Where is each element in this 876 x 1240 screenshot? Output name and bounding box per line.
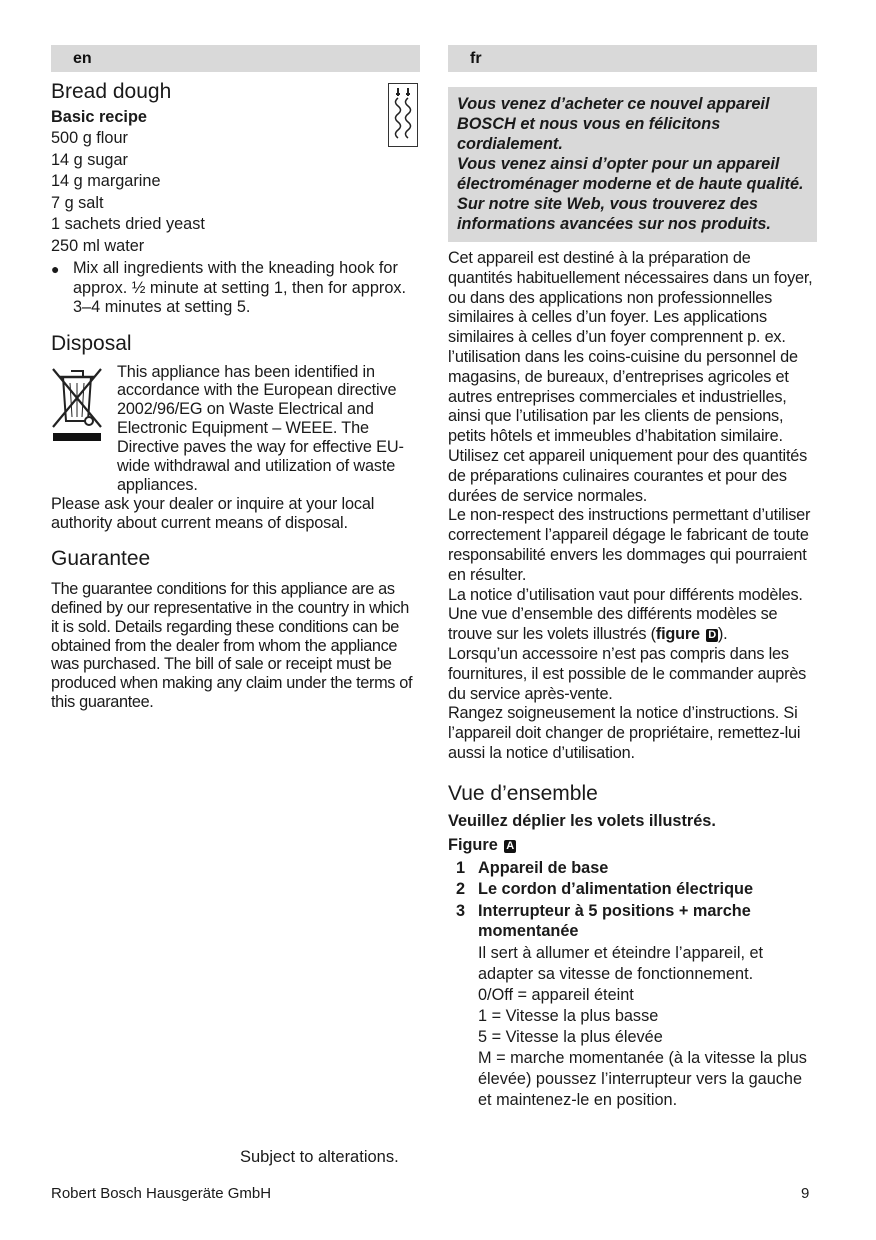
fr-paragraph: Lorsqu’un accessoire n’est pas compris dans les fournitures, il est possible de le commander auprès du service après-vente.: [448, 644, 807, 703]
item-label: Le cordon d’alimentation électrique: [478, 880, 754, 899]
figure-d-badge: D: [708, 629, 716, 642]
fr-paragraph: Utilisez cet appareil uniquement pour des quantités de préparations culinaires courantes et pour des durées de service normales.: [448, 446, 808, 505]
item-label: Interrupteur à 5 positions + marche momentanée: [478, 901, 751, 940]
lang-header-en: en: [51, 45, 420, 72]
item-label: Appareil de base: [478, 858, 609, 877]
fr-paragraph: Rangez soigneusement la notice d’instructions. Si l’appareil doit changer de propriétaire, remettez-lui aussi la notice d’utilisation.: [448, 704, 801, 762]
disposal-title: Disposal: [51, 331, 132, 355]
list-item: [448, 858, 817, 880]
item-detail: 1 = Vitesse la plus basse: [478, 1006, 659, 1025]
ingredient-item: 14 g margarine: [51, 172, 161, 190]
lang-header-fr: fr: [448, 45, 817, 72]
item-detail: 5 = Vitesse la plus élevée: [478, 1027, 663, 1046]
item-number: 1: [456, 858, 466, 877]
intro-text-2: Vous venez ainsi d’opter pour un appareil électroménager moderne et de haute qualité. Sur notre site Web, vous trouverez des informations avancées sur nos produits.: [457, 155, 804, 233]
item-number: 2: [456, 880, 466, 899]
ingredient-item: 1 sachets dried yeast: [51, 215, 205, 233]
instruction-text: Mix all ingredients with the kneading hook for approx. ½ minute at setting 1, then for approx. 3–4 minutes at setting 5.: [73, 259, 407, 316]
figure-a-badge: A: [506, 839, 515, 852]
fig-ref-post: ).: [717, 625, 728, 644]
fr-paragraph: Le non-respect des instructions permettant d’utiliser correctement l’appareil dégage le fabricant de toute responsabilité envers les dommages qui pourraient en résulter.: [448, 506, 811, 584]
fig-ref-word: figure: [655, 625, 700, 644]
fr-paragraph-figure: [448, 605, 817, 645]
french-column: [448, 45, 817, 1111]
fr-paragraph: La notice d’utilisation vaut pour différents modèles.: [448, 585, 803, 604]
crossed-bin-icon: [51, 365, 103, 443]
ingredient-item: 14 g sugar: [51, 150, 128, 169]
page-number: 9: [801, 1185, 810, 1202]
ingredient-item: 250 ml water: [51, 236, 145, 255]
ingredient-item: 7 g salt: [51, 193, 104, 212]
fr-body: [448, 249, 817, 764]
disposal-block: [51, 363, 420, 495]
overview-title: Vue d’ensemble: [448, 781, 598, 805]
intro-box: [448, 87, 817, 242]
disposal-text-2: Please ask your dealer or inquire at your local authority about current means of disposal.: [51, 494, 375, 532]
guarantee-text: The guarantee conditions for this appliance are as defined by our representative in the country in which it is sold. Details regarding these conditions can be obtained from the dealer from whom the appliance was purchased. The bill of sale or receipt must be produced when making any claim under the terms of this guarantee.: [51, 579, 413, 712]
fr-paragraph: Cet appareil est destiné à la préparation de quantités habituellement nécessaires dans un foyer, ou dans des applications non professionnelles similaires à celles d’un foyer. Les applications similaires à celles d’un foyer comprennent p. ex. l’utilisation dans les coins-cuisine du personnel de magasins, de bureaux, d’entreprises agricoles et autres entreprises commerciales et industrielles, ainsi que l’utilisation par les clients de pensions, petits hôtels et immeubles d’habitation similaire.: [448, 249, 813, 446]
footer-company: Robert Bosch Hausgeräte GmbH: [51, 1185, 272, 1202]
guarantee-title: Guarantee: [51, 546, 151, 570]
overview-subtitle: Veuillez déplier les volets illustrés.: [448, 811, 716, 830]
english-column: [51, 45, 420, 712]
figure-word: Figure: [448, 835, 498, 854]
item-detail: M = marche momentanée (à la vitesse la plus élevée) poussez l’interrupteur vers la gauche et maintenez-le en position.: [478, 1048, 807, 1109]
ingredient-list: [51, 128, 420, 257]
bullet-icon: ●: [51, 261, 60, 277]
list-item: [448, 901, 817, 941]
disposal-text: This appliance has been identified in accordance with the European directive 2002/96/EG on Waste Electrical and Electronic Equipment – WEEE. The Directive paves the way for effective EU-wide withdrawal and utilization of waste appliances.: [117, 362, 404, 494]
list-item: [448, 879, 817, 901]
ingredient-item: 500 g flour: [51, 129, 128, 147]
basic-recipe-subtitle: Basic recipe: [51, 108, 147, 126]
component-list: [448, 858, 817, 1111]
figure-a-label: [448, 834, 817, 856]
kneading-hook-icon: [388, 83, 418, 147]
item-number: 3: [456, 901, 466, 920]
subject-to-alterations: Subject to alterations.: [240, 1148, 399, 1166]
item-detail: Il sert à allumer et éteindre l’appareil, et adapter sa vitesse de fonctionnement.: [478, 943, 764, 983]
bread-dough-title: Bread dough: [51, 80, 172, 103]
fig-ref-pre: Une vue d’ensemble des différents modèles se trouve sur les volets illustrés (: [448, 605, 778, 644]
item-detail: 0/Off = appareil éteint: [478, 985, 634, 1004]
intro-text-1: Vous venez d’acheter ce nouvel appareil BOSCH et nous vous en félicitons cordialement.: [457, 95, 770, 153]
instruction-bullet: [51, 259, 420, 318]
